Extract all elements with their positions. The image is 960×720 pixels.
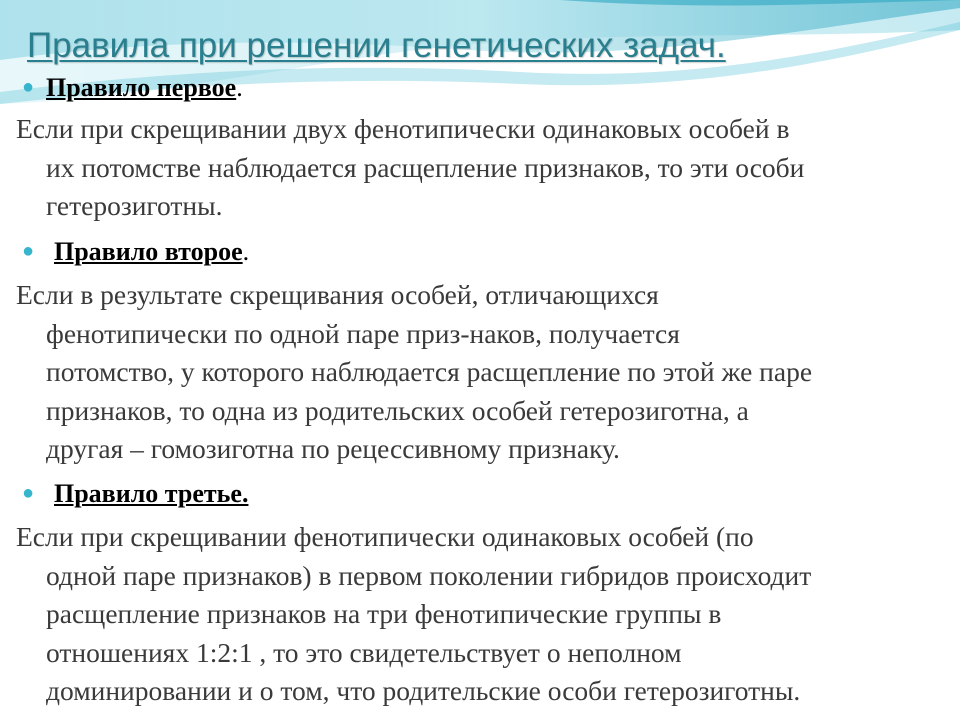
rule-heading-label: Правило третье. bbox=[54, 479, 249, 508]
rule-text-line: расщепление признаков на три фенотипические группы в bbox=[46, 598, 722, 629]
bullet-dot-icon: ● bbox=[22, 482, 35, 504]
rule-text-line: доминировании и о том, что родительские особи гетерозиготны. bbox=[46, 675, 801, 706]
rule-text-1 bbox=[16, 110, 946, 226]
rule-text-line: потомство, у которого наблюдается расщепление по этой же паре bbox=[46, 356, 813, 387]
rule-text-line: одной паре признаков) в первом поколении гибридов происходит bbox=[46, 559, 812, 591]
rule-text-line: Если при скрещивании фенотипически одинаковых особей (по bbox=[16, 521, 754, 552]
rule-text-line: гетерозиготны. bbox=[46, 190, 223, 221]
rule-text-line: отношениях 1:2:1 , то это свидетельствует о неполном bbox=[46, 636, 682, 668]
rule-text-line: их потомстве наблюдается расщепление признаков, то эти особи bbox=[46, 151, 805, 183]
rule-text-2 bbox=[16, 276, 946, 469]
rule-text-line: Если в результате скрещивания особей, отличающихся bbox=[16, 279, 659, 310]
rule-text-line: Если при скрещивании двух фенотипически одинаковых особей в bbox=[16, 113, 790, 144]
rule-heading-3 bbox=[22, 476, 248, 512]
rule-text-line: другая – гомозиготна по рецессивному признаку. bbox=[46, 433, 620, 464]
slide-title: Правила при решении генетических задач. bbox=[27, 26, 726, 65]
rule-heading-2: ● Правило второе. bbox=[22, 234, 249, 270]
rule-heading-1: ● Правило первое. bbox=[22, 70, 243, 106]
rule-text-line: признаков, то одна из родительских особей гетерозиготна, а bbox=[46, 394, 749, 426]
rule-text-3 bbox=[16, 518, 946, 711]
bullet-dot-icon: ● bbox=[22, 76, 35, 98]
rule-heading-label: Правило первое bbox=[46, 73, 237, 102]
bullet-dot-icon: ● bbox=[22, 240, 35, 262]
rule-text-line: фенотипически по одной паре приз-наков, получается bbox=[46, 317, 680, 349]
rule-heading-label: Правило второе bbox=[54, 237, 243, 266]
